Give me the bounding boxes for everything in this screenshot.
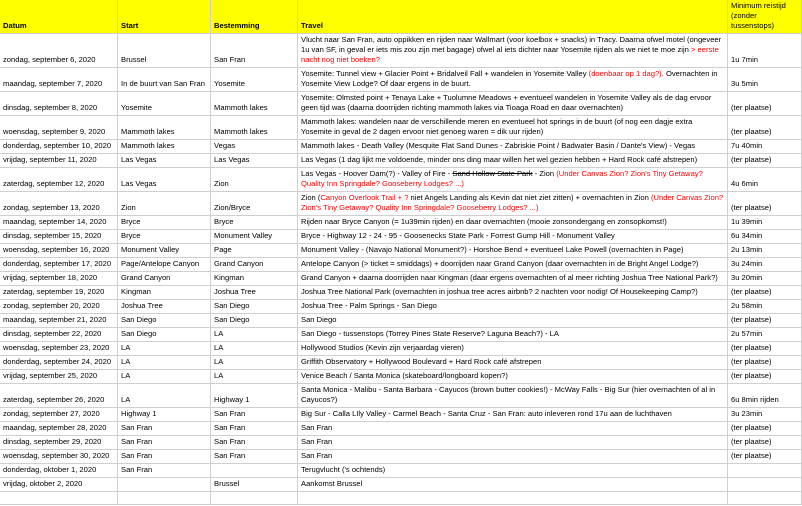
cell-bestemming[interactable]: LA <box>211 342 298 356</box>
itinerary-row <box>0 436 802 450</box>
travel-text: Santa Monica - Malibu - Santa Barbara - Cayucos (brown butter cookies!) - McWay Falls - Big Sur (hier overnachten of al in Cayucos?) <box>301 385 716 404</box>
cell-start[interactable]: Monument Valley <box>118 244 211 258</box>
cell-datum[interactable]: zaterdag, september 12, 2020 <box>0 168 118 192</box>
travel-text-strikethrough: Sand Hollow State Park <box>452 169 533 178</box>
itinerary-row <box>0 92 802 116</box>
cell-reistijd[interactable]: (ter plaatse) <box>728 450 802 464</box>
travel-text: San Diego <box>301 315 337 324</box>
cell-start[interactable]: San Diego <box>118 328 211 342</box>
cell-datum[interactable]: woensdag, september 9, 2020 <box>0 116 118 140</box>
cell-reistijd[interactable]: 3u 24min <box>728 258 802 272</box>
itinerary-row <box>0 384 802 408</box>
cell-start[interactable]: Bryce <box>118 230 211 244</box>
cell-reistijd[interactable]: 2u 13min <box>728 244 802 258</box>
cell-datum[interactable]: zondag, september 6, 2020 <box>0 34 118 68</box>
cell-reistijd[interactable]: 2u 57min <box>728 328 802 342</box>
cell-datum[interactable]: vrijdag, september 11, 2020 <box>0 154 118 168</box>
itinerary-row <box>0 272 802 286</box>
cell-travel[interactable] <box>298 244 728 258</box>
cell-travel[interactable] <box>298 464 728 478</box>
cell-reistijd[interactable]: (ter plaatse) <box>728 92 802 116</box>
cell-bestemming[interactable]: Kingman <box>211 272 298 286</box>
cell-bestemming[interactable]: San Fran <box>211 422 298 436</box>
cell-bestemming[interactable]: Vegas <box>211 140 298 154</box>
cell-travel[interactable] <box>298 116 728 140</box>
itinerary-row <box>0 342 802 356</box>
itinerary-row <box>0 230 802 244</box>
cell-start[interactable]: San Fran <box>118 436 211 450</box>
itinerary-row <box>0 286 802 300</box>
cell-reistijd[interactable]: (ter plaatse) <box>728 154 802 168</box>
cell-bestemming[interactable]: Bryce <box>211 216 298 230</box>
travel-text: Yosemite: Olmsted point + Tenaya Lake + Tuolumne Meadows + eventueel wandelen in Yosemite Valley als de dag ervoor geen tijd was (daarna doorrijden richting mammoth lakes via Tioaga Road en daar overnachten) <box>301 93 712 112</box>
travel-text: - Zion <box>532 169 557 178</box>
cell-datum[interactable] <box>0 492 118 505</box>
cell-reistijd[interactable]: 4u 6min <box>728 168 802 192</box>
cell-datum[interactable]: dinsdag, september 15, 2020 <box>0 230 118 244</box>
cell-travel[interactable] <box>298 492 728 505</box>
travel-text: Las Vegas - Hoover Dam(?) - Valley of Fire - <box>301 169 453 178</box>
travel-text: San Fran <box>301 423 333 432</box>
travel-text: Venice Beach / Santa Monica (skateboard/longboard kopen?) <box>301 371 508 380</box>
cell-datum[interactable]: dinsdag, september 8, 2020 <box>0 92 118 116</box>
cell-bestemming[interactable]: Yosemite <box>211 68 298 92</box>
cell-travel[interactable] <box>298 192 728 216</box>
travel-note-red: Canyon Overlook Trail + ? <box>320 193 411 202</box>
cell-start[interactable]: Brussel <box>118 34 211 68</box>
cell-reistijd[interactable]: (ter plaatse) <box>728 314 802 328</box>
travel-text: Griffith Observatory + Hollywood Boulevard + Hard Rock café afstrepen <box>301 357 542 366</box>
itinerary-row <box>0 450 802 464</box>
cell-reistijd[interactable]: 1u 39min <box>728 216 802 230</box>
itinerary-row <box>0 314 802 328</box>
cell-bestemming[interactable]: Joshua Tree <box>211 286 298 300</box>
cell-travel[interactable] <box>298 286 728 300</box>
itinerary-row <box>0 356 802 370</box>
cell-datum[interactable]: donderdag, september 17, 2020 <box>0 258 118 272</box>
travel-text: Joshua Tree National Park (overnachten in joshua tree acres airbnb? 2 nachten voor nodig! Of Housekeeping Camp?) <box>301 287 698 296</box>
cell-travel[interactable] <box>298 216 728 230</box>
cell-travel[interactable] <box>298 272 728 286</box>
cell-reistijd[interactable]: (ter plaatse) <box>728 356 802 370</box>
cell-start[interactable] <box>118 478 211 492</box>
cell-reistijd[interactable]: 2u 58min <box>728 300 802 314</box>
cell-reistijd[interactable]: (ter plaatse) <box>728 370 802 384</box>
cell-travel[interactable] <box>298 314 728 328</box>
cell-bestemming[interactable]: Brussel <box>211 478 298 492</box>
cell-datum[interactable]: zondag, september 27, 2020 <box>0 408 118 422</box>
cell-travel[interactable] <box>298 300 728 314</box>
cell-reistijd[interactable]: (ter plaatse) <box>728 116 802 140</box>
cell-datum[interactable]: dinsdag, september 29, 2020 <box>0 436 118 450</box>
itinerary-row <box>0 34 802 68</box>
cell-datum[interactable]: zondag, september 13, 2020 <box>0 192 118 216</box>
cell-bestemming[interactable]: LA <box>211 370 298 384</box>
cell-reistijd[interactable]: (ter plaatse) <box>728 192 802 216</box>
itinerary-row <box>0 116 802 140</box>
cell-datum[interactable]: donderdag, september 24, 2020 <box>0 356 118 370</box>
cell-travel[interactable] <box>298 450 728 464</box>
itinerary-rows <box>0 34 802 505</box>
cell-start[interactable]: In de buurt van San Fran <box>118 68 211 92</box>
cell-datum[interactable]: vrijdag, september 25, 2020 <box>0 370 118 384</box>
cell-reistijd[interactable] <box>728 478 802 492</box>
cell-datum[interactable]: woensdag, september 30, 2020 <box>0 450 118 464</box>
cell-datum[interactable]: donderdag, september 10, 2020 <box>0 140 118 154</box>
cell-start[interactable]: Page/Antelope Canyon <box>118 258 211 272</box>
cell-travel[interactable] <box>298 34 728 68</box>
cell-travel[interactable] <box>298 140 728 154</box>
cell-datum[interactable]: maandag, september 21, 2020 <box>0 314 118 328</box>
cell-bestemming[interactable]: San Fran <box>211 450 298 464</box>
cell-travel[interactable] <box>298 356 728 370</box>
cell-start[interactable]: San Fran <box>118 464 211 478</box>
column-header-bestemming[interactable]: Bestemming <box>211 0 298 34</box>
cell-bestemming[interactable] <box>211 492 298 505</box>
cell-bestemming[interactable]: San Diego <box>211 314 298 328</box>
cell-travel[interactable] <box>298 384 728 408</box>
travel-text: San Fran <box>301 437 333 446</box>
travel-text: niet Angels Landing als Kevin dat niet ziet zitten) + overnachten in Zion <box>410 193 651 202</box>
cell-reistijd[interactable]: 3u 23min <box>728 408 802 422</box>
cell-bestemming[interactable]: Mammoth lakes <box>211 116 298 140</box>
travel-text: Mammoth lakes: wandelen naar de verschillende meren en eventueel hot springs in de buurt (of nog een dagje extra Yosemite in geval de 2 dagen ervoor niet genoeg waren = dik uur rijden) <box>301 117 693 136</box>
cell-datum[interactable]: zaterdag, september 26, 2020 <box>0 384 118 408</box>
cell-bestemming[interactable] <box>211 464 298 478</box>
itinerary-row <box>0 422 802 436</box>
travel-text: Bryce - Highway 12 - 24 - 95 - Goosenecks State Park - Forrest Gump Hill - Monument Valley <box>301 231 615 240</box>
cell-start[interactable]: LA <box>118 356 211 370</box>
cell-travel[interactable] <box>298 478 728 492</box>
itinerary-row <box>0 154 802 168</box>
travel-text: Yosemite: Tunnel view + Glacier Point + Bridalveil Fall + wandelen in Yosemite Valley <box>301 69 589 78</box>
cell-start[interactable]: Kingman <box>118 286 211 300</box>
cell-travel[interactable] <box>298 68 728 92</box>
itinerary-row <box>0 258 802 272</box>
itinerary-row <box>0 492 802 505</box>
itinerary-row <box>0 478 802 492</box>
cell-bestemming[interactable]: Highway 1 <box>211 384 298 408</box>
cell-start[interactable]: Mammoth lakes <box>118 140 211 154</box>
itinerary-row <box>0 370 802 384</box>
travel-note-red: (doenbaar op 1 dag?). <box>588 69 664 78</box>
travel-text: Zion ( <box>301 193 321 202</box>
cell-datum[interactable]: zondag, september 20, 2020 <box>0 300 118 314</box>
cell-reistijd[interactable]: 1u 7min <box>728 34 802 68</box>
itinerary-row <box>0 300 802 314</box>
travel-text: Big Sur - Calla LIly Valley - Carmel Beach - Santa Cruz - San Fran: auto inleveren rond 17u aan de luchthaven <box>301 409 672 418</box>
column-header-travel[interactable]: Travel <box>298 0 728 34</box>
cell-bestemming[interactable]: Monument Valley <box>211 230 298 244</box>
cell-start[interactable] <box>118 492 211 505</box>
cell-reistijd[interactable]: (ter plaatse) <box>728 342 802 356</box>
cell-travel[interactable] <box>298 436 728 450</box>
itinerary-row <box>0 192 802 216</box>
cell-travel[interactable] <box>298 154 728 168</box>
cell-start[interactable]: LA <box>118 342 211 356</box>
travel-text: Vlucht naar San Fran, auto oppikken en rijden naar Wallmart (voor koelbox + snacks) in Tracy. Daarna ofwel motel (ongeveer 1u van SF, in geval er iets mis zou zijn met bagage) ofwel al iets dichter naar Yosemite rijden als we niet te moe zijn <box>301 35 722 54</box>
cell-datum[interactable]: woensdag, september 23, 2020 <box>0 342 118 356</box>
cell-bestemming[interactable]: LA <box>211 328 298 342</box>
travel-text: San Diego - tussenstops (Torrey Pines State Reserve? Laguna Beach?) - LA <box>301 329 559 338</box>
cell-start[interactable]: Las Vegas <box>118 168 211 192</box>
travel-text: Antelope Canyon (> ticket = smiddags) + doorrijden naar Grand Canyon (daar overnachten in de Bright Angel Lodge?) <box>301 259 699 268</box>
cell-reistijd[interactable]: 7u 40min <box>728 140 802 154</box>
travel-text: Joshua Tree - Palm Springs - San Diego <box>301 301 437 310</box>
cell-start[interactable]: San Fran <box>118 450 211 464</box>
cell-travel[interactable] <box>298 258 728 272</box>
cell-bestemming[interactable]: Grand Canyon <box>211 258 298 272</box>
cell-datum[interactable]: zaterdag, september 19, 2020 <box>0 286 118 300</box>
cell-start[interactable]: San Diego <box>118 314 211 328</box>
travel-text: Grand Canyon + daarna doorrijden naar Kingman (daar ergens overnachten of al meer richting Joshua Tree National Park?) <box>301 273 718 282</box>
itinerary-row <box>0 464 802 478</box>
cell-travel[interactable] <box>298 328 728 342</box>
itinerary-row <box>0 408 802 422</box>
column-header-start[interactable]: Start <box>118 0 211 34</box>
cell-reistijd[interactable]: (ter plaatse) <box>728 436 802 450</box>
cell-start[interactable]: Joshua Tree <box>118 300 211 314</box>
travel-text: Hollywood Studios (Kevin zijn verjaardag vieren) <box>301 343 464 352</box>
cell-bestemming[interactable]: San Diego <box>211 300 298 314</box>
itinerary-row <box>0 168 802 192</box>
cell-start[interactable]: Bryce <box>118 216 211 230</box>
cell-start[interactable]: Yosemite <box>118 92 211 116</box>
cell-travel[interactable] <box>298 370 728 384</box>
travel-note-red: (Under Canvas Zion? Zion's Tiny Getaway? Quality Inn Springdale? Gooseberry Lodges? ...) <box>301 193 724 212</box>
cell-reistijd[interactable]: 3u 20min <box>728 272 802 286</box>
itinerary-row <box>0 68 802 92</box>
cell-reistijd[interactable]: 6u 34min <box>728 230 802 244</box>
cell-travel[interactable] <box>298 422 728 436</box>
cell-start[interactable]: LA <box>118 370 211 384</box>
cell-start[interactable]: San Fran <box>118 422 211 436</box>
cell-travel[interactable] <box>298 92 728 116</box>
travel-note-red: > eerste nacht nog niet boeken? <box>301 45 719 64</box>
cell-bestemming[interactable]: Zion/Bryce <box>211 192 298 216</box>
cell-bestemming[interactable]: San Fran <box>211 408 298 422</box>
column-header-datum[interactable]: Datum <box>0 0 118 34</box>
travel-text: Terugvlucht ('s ochtends) <box>301 465 386 474</box>
cell-datum[interactable]: maandag, september 14, 2020 <box>0 216 118 230</box>
travel-text: Mammoth lakes - Death Valley (Mesquite Flat Sand Dunes - Zabriskie Point / Badwater Basin / Dante's View) - Vegas <box>301 141 696 150</box>
cell-datum[interactable]: woensdag, september 16, 2020 <box>0 244 118 258</box>
cell-travel[interactable] <box>298 168 728 192</box>
column-header-minimum-reistijd[interactable]: Minimum reistijd (zonder tussenstops) <box>728 0 802 34</box>
cell-datum[interactable]: vrijdag, oktober 2, 2020 <box>0 478 118 492</box>
cell-bestemming[interactable]: San Fran <box>211 34 298 68</box>
cell-start[interactable]: Zion <box>118 192 211 216</box>
travel-text: Rijden naar Bryce Canyon (= 1u39min rijden) en daar overnachten (mooie zonsondergang en zonsopkomst!) <box>301 217 667 226</box>
cell-datum[interactable]: dinsdag, september 22, 2020 <box>0 328 118 342</box>
cell-datum[interactable]: donderdag, oktober 1, 2020 <box>0 464 118 478</box>
cell-start[interactable]: LA <box>118 384 211 408</box>
cell-datum[interactable]: vrijdag, september 18, 2020 <box>0 272 118 286</box>
cell-reistijd[interactable] <box>728 492 802 505</box>
cell-travel[interactable] <box>298 342 728 356</box>
cell-datum[interactable]: maandag, september 28, 2020 <box>0 422 118 436</box>
cell-start[interactable]: Mammoth lakes <box>118 116 211 140</box>
itinerary-row <box>0 244 802 258</box>
cell-reistijd[interactable]: 3u 5min <box>728 68 802 92</box>
travel-text: Monument Valley - (Navajo National Monument?) - Horshoe Bend + eventueel Lake Powell (overnachten in Page) <box>301 245 684 254</box>
cell-reistijd[interactable]: 6u 8min rijden <box>728 384 802 408</box>
travel-text: Overnachten in Yosemite View Lodge? Of daar ergens in de buurt. <box>301 69 718 88</box>
cell-travel[interactable] <box>298 408 728 422</box>
cell-bestemming[interactable]: San Fran <box>211 436 298 450</box>
cell-bestemming[interactable]: Mammoth lakes <box>211 92 298 116</box>
cell-reistijd[interactable] <box>728 464 802 478</box>
cell-bestemming[interactable]: LA <box>211 356 298 370</box>
travel-text: Las Vegas (1 dag lijkt me voldoende, minder ons ding maar willen het wel gezien hebben + Hard Rock café afstrepen) <box>301 155 698 164</box>
cell-start[interactable]: Grand Canyon <box>118 272 211 286</box>
cell-datum[interactable]: maandag, september 7, 2020 <box>0 68 118 92</box>
travel-text: Aankomst Brussel <box>301 479 363 488</box>
cell-start[interactable]: Las Vegas <box>118 154 211 168</box>
itinerary-row <box>0 140 802 154</box>
itinerary-row <box>0 216 802 230</box>
cell-reistijd[interactable]: (ter plaatse) <box>728 286 802 300</box>
travel-note-red: (Under Canvas Zion? Zion's Tiny Getaway? Quality Inn Springdale? Gooseberry Lodges? ...) <box>301 169 703 188</box>
header-row <box>0 0 802 34</box>
cell-start[interactable]: Highway 1 <box>118 408 211 422</box>
cell-travel[interactable] <box>298 230 728 244</box>
travel-text: San Fran <box>301 451 333 460</box>
cell-reistijd[interactable]: (ter plaatse) <box>728 422 802 436</box>
cell-bestemming[interactable]: Page <box>211 244 298 258</box>
itinerary-row <box>0 328 802 342</box>
cell-bestemming[interactable]: Las Vegas <box>211 154 298 168</box>
cell-bestemming[interactable]: Zion <box>211 168 298 192</box>
